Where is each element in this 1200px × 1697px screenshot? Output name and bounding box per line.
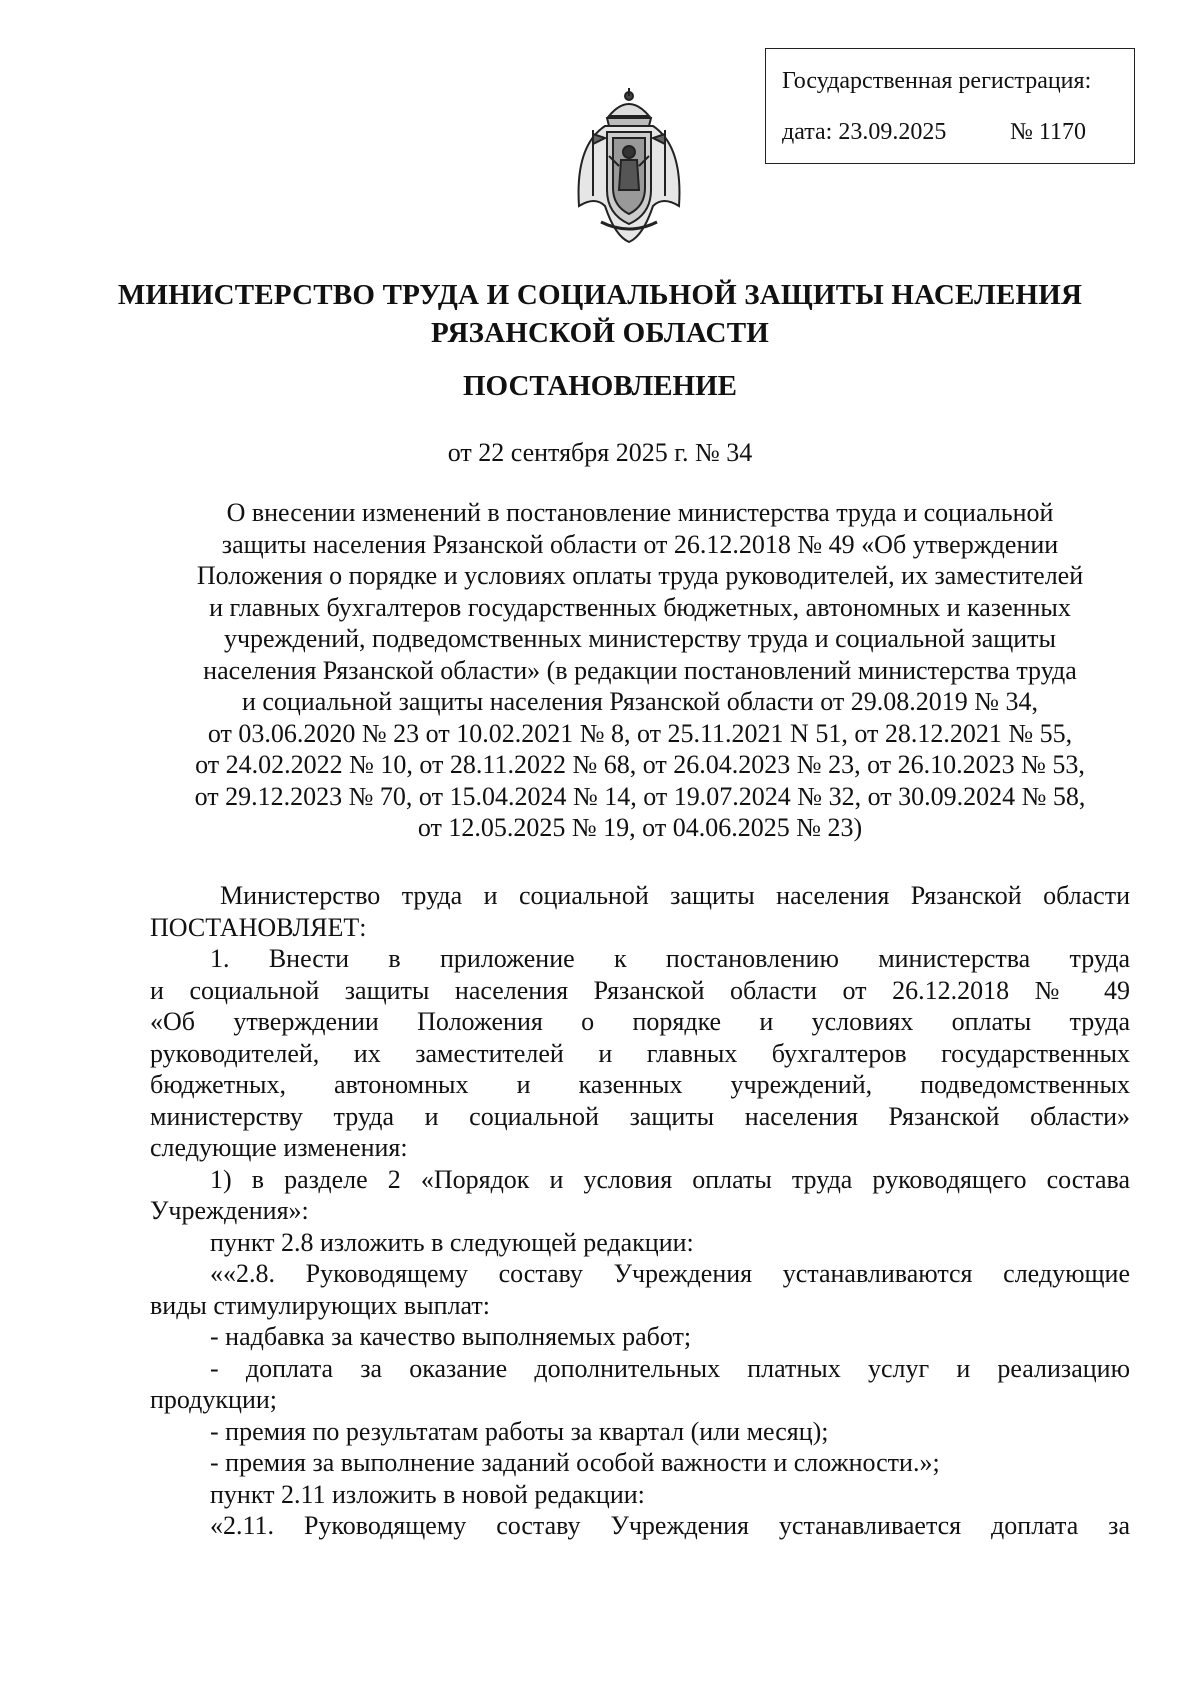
body-line: и социальной защиты населения Рязанской области от 26.12.2018 № 49	[150, 975, 1130, 1005]
ministry-line-2: РЯЗАНСКОЙ ОБЛАСТИ	[431, 317, 769, 349]
registration-box	[765, 48, 1135, 164]
body-line: Учреждения»:	[150, 1196, 309, 1225]
body-line: 1) в разделе 2 «Порядок и условия оплаты труда руководящего состава	[210, 1164, 1130, 1194]
registration-date: дата: 23.09.2025	[782, 118, 947, 145]
body-line: Министерство труда и социальной защиты населения Рязанской области	[220, 881, 1130, 910]
body-line: 1. Внести в приложение к постановлению министерства труда	[210, 944, 1130, 973]
subject-line: и главных бухгалтеров государственных бюджетных, автономных и казенных	[209, 592, 1071, 622]
body-line: ПОСТАНОВЛЯЕТ:	[150, 912, 367, 942]
subject-line: от 03.06.2020 № 23 от 10.02.2021 № 8, от 25.11.2021 N 51, от 28.12.2021 № 55,	[207, 718, 1073, 748]
subject-line: защиты населения Рязанской области от 26.12.2018 № 49 «Об утверждении	[221, 529, 1059, 559]
registration-title: Государственная регистрация:	[782, 68, 1092, 94]
ministry-line-1: МИНИСТЕРСТВО ТРУДА И СОЦИАЛЬНОЙ ЗАЩИТЫ НАСЕЛЕНИЯ	[117, 279, 1083, 311]
body-line: «Об утверждении Положения о порядке и условиях оплаты труда	[150, 1007, 1130, 1036]
subject-line: от 29.12.2023 № 70, от 15.04.2024 № 14, от 19.07.2024 № 32, от 30.09.2024 № 58,	[194, 781, 1086, 811]
registration-number: № 1170	[1010, 118, 1087, 145]
body-line: министерству труда и социальной защиты населения Рязанской области»	[150, 1101, 1130, 1131]
body-line: - премия за выполнение заданий особой важности и сложности.»;	[210, 1448, 940, 1477]
body-line: - премия по результатам работы за квартал (или месяц);	[210, 1416, 829, 1446]
body-line: руководителей, их заместителей и главных бухгалтеров государственных	[150, 1038, 1130, 1068]
subject-line: от 24.02.2022 № 10, от 28.11.2022 № 68, от 26.04.2023 № 23, от 26.10.2023 № 53,	[195, 750, 1085, 779]
subject-line: населения Рязанской области» (в редакции постановлений министерства труда	[203, 655, 1077, 685]
subject-line: учреждений, подведомственных министерству труда и социальной защиты	[223, 624, 1057, 653]
registration-row	[782, 118, 1134, 147]
subject-line: и социальной защиты населения Рязанской области от 29.08.2019 № 34,	[241, 687, 1039, 716]
document-type: ПОСТАНОВЛЕНИЕ	[462, 370, 737, 402]
body-line: - надбавка за качество выполняемых работ;	[210, 1322, 692, 1351]
body-line: пункт 2.8 изложить в следующей редакции:	[210, 1227, 694, 1257]
document-date: от 22 сентября 2025 г. № 34	[447, 438, 753, 467]
ryazan-coat-of-arms-icon	[565, 86, 693, 246]
subject-line: от 12.05.2025 № 19, от 04.06.2025 № 23)	[417, 813, 863, 842]
body-line: следующие изменения:	[150, 1133, 408, 1162]
body-line: продукции;	[150, 1385, 277, 1414]
body-line: виды стимулирующих выплат:	[150, 1290, 491, 1320]
body-line: пункт 2.11 изложить в новой редакции:	[210, 1479, 645, 1509]
document-subject	[150, 497, 1130, 844]
body-line: бюджетных, автономных и казенных учреждений, подведомственных	[150, 1070, 1130, 1099]
ministry-name	[0, 276, 1200, 352]
body-line: «2.11. Руководящему составу Учреждения устанавливается доплата за	[210, 1511, 1130, 1540]
subject-line: О внесении изменений в постановление министерства труда и социальной	[226, 498, 1054, 527]
document-body	[150, 880, 1130, 1542]
subject-line: Положения о порядке и условиях оплаты труда руководителей, их заместителей	[196, 561, 1084, 590]
body-line: - доплата за оказание дополнительных платных услуг и реализацию	[210, 1353, 1130, 1383]
body-line: ««2.8. Руководящему составу Учреждения устанавливаются следующие	[210, 1259, 1130, 1288]
